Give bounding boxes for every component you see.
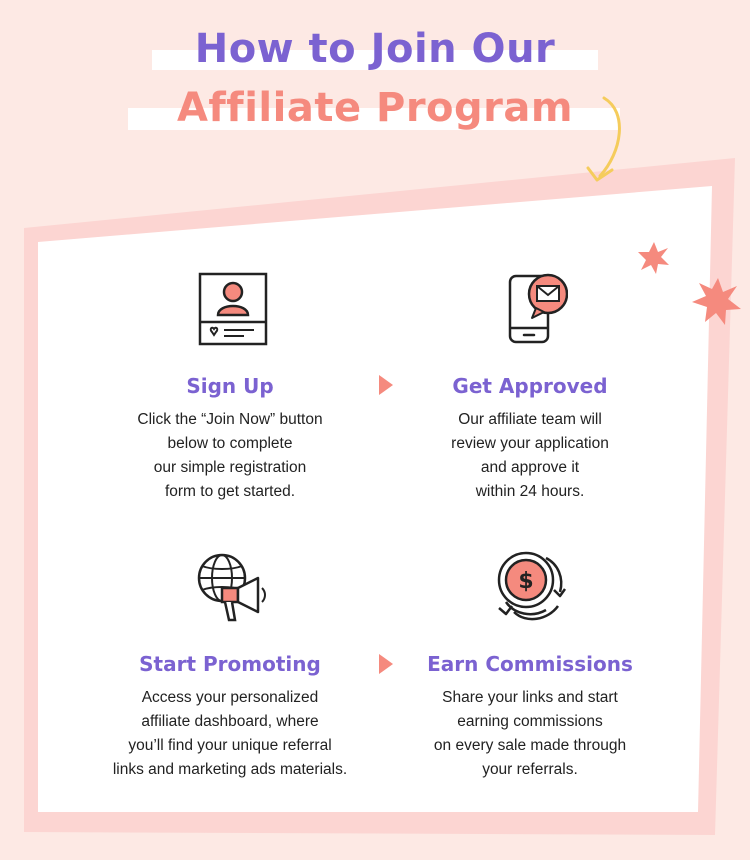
step-title: Earn Commissions	[427, 652, 633, 676]
profile-card-icon	[192, 272, 268, 348]
page-title-line2: Affiliate Program	[176, 85, 574, 131]
globe-megaphone-icon	[192, 550, 268, 626]
step-earn-commissions	[380, 550, 680, 782]
step-start-promoting	[80, 550, 380, 782]
step-description: Click the “Join Now” button below to complete our simple registration form to get started.	[137, 411, 323, 500]
svg-text:$: $	[518, 569, 534, 594]
step-title: Get Approved	[452, 374, 608, 398]
step-sign-up	[80, 272, 380, 504]
phone-mail-icon	[492, 272, 568, 348]
step-get-approved	[380, 272, 680, 504]
step-arrow-icon	[379, 375, 393, 395]
step-arrow-icon	[379, 654, 393, 674]
step-description: Our affiliate team will review your application and approve it within 24 hours.	[451, 411, 609, 500]
dollar-coin-icon	[492, 550, 568, 626]
step-description: Access your personalized affiliate dashboard, where you’ll find your unique referral links and marketing ads materials.	[112, 689, 348, 778]
step-description: Share your links and start earning commissions on every sale made through your referrals.	[433, 689, 627, 778]
step-title: Start Promoting	[139, 652, 321, 676]
curved-arrow-icon	[600, 98, 619, 176]
step-title: Sign Up	[186, 374, 274, 398]
page-title-line1: How to Join Our	[194, 26, 556, 72]
